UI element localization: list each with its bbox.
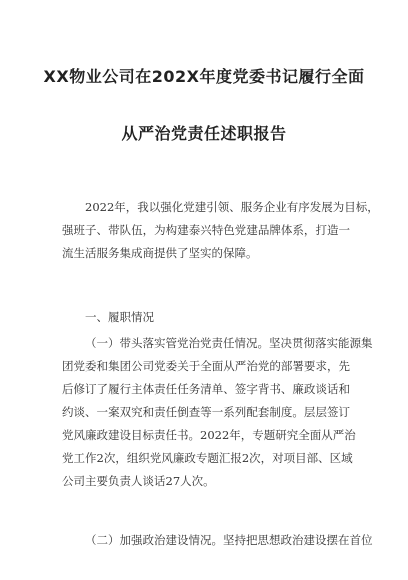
intro-line-1: 2022年，我以强化党建引领、服务企业有序发展为目标， [85, 200, 379, 214]
intro-line-2: 强班子、带队伍，为构建泰兴特色党建品牌体系，打造一 [62, 223, 350, 237]
section1-paragraph-1 [62, 332, 373, 493]
s1p2-line-1: （二）加强政治建设情况。坚持把思想政治建设摆在首位 [85, 533, 373, 547]
section1-heading: 一、履职情况 [85, 310, 154, 324]
s1p1-line-2: 团党委和集团公司党委关于全面从严治党的部署要求，先 [62, 359, 350, 373]
s1p1-line-1: （一）带头落实管党治党责任情况。坚决贯彻落实能源集 [85, 336, 373, 350]
section1-paragraph-2 [62, 529, 373, 552]
s1p1-line-6: 党工作2次，组织党风廉政专题汇报2次，对项目部、区域 [62, 451, 353, 465]
s1p1-line-5: 党风廉政建设目标责任书。2022年，专题研究全面从严治 [62, 428, 356, 442]
document-title-line-2: 从严治党责任述职报告 [121, 124, 287, 143]
section-heading [62, 306, 350, 329]
intro-line-3: 流生活服务集成商提供了坚实的保障。 [62, 246, 258, 260]
s1p1-line-7: 公司主要负责人谈话27人次。 [62, 474, 215, 488]
s1p1-line-3: 后修订了履行主体责任任务清单、签字背书、廉政谈话和 [62, 382, 350, 396]
intro-paragraph [62, 196, 379, 265]
s1p1-line-4: 约谈、一案双究和责任倒查等一系列配套制度。层层签订 [62, 405, 350, 419]
document-title-line-1: XX物业公司在202X年度党委书记履行全面 [43, 67, 365, 86]
